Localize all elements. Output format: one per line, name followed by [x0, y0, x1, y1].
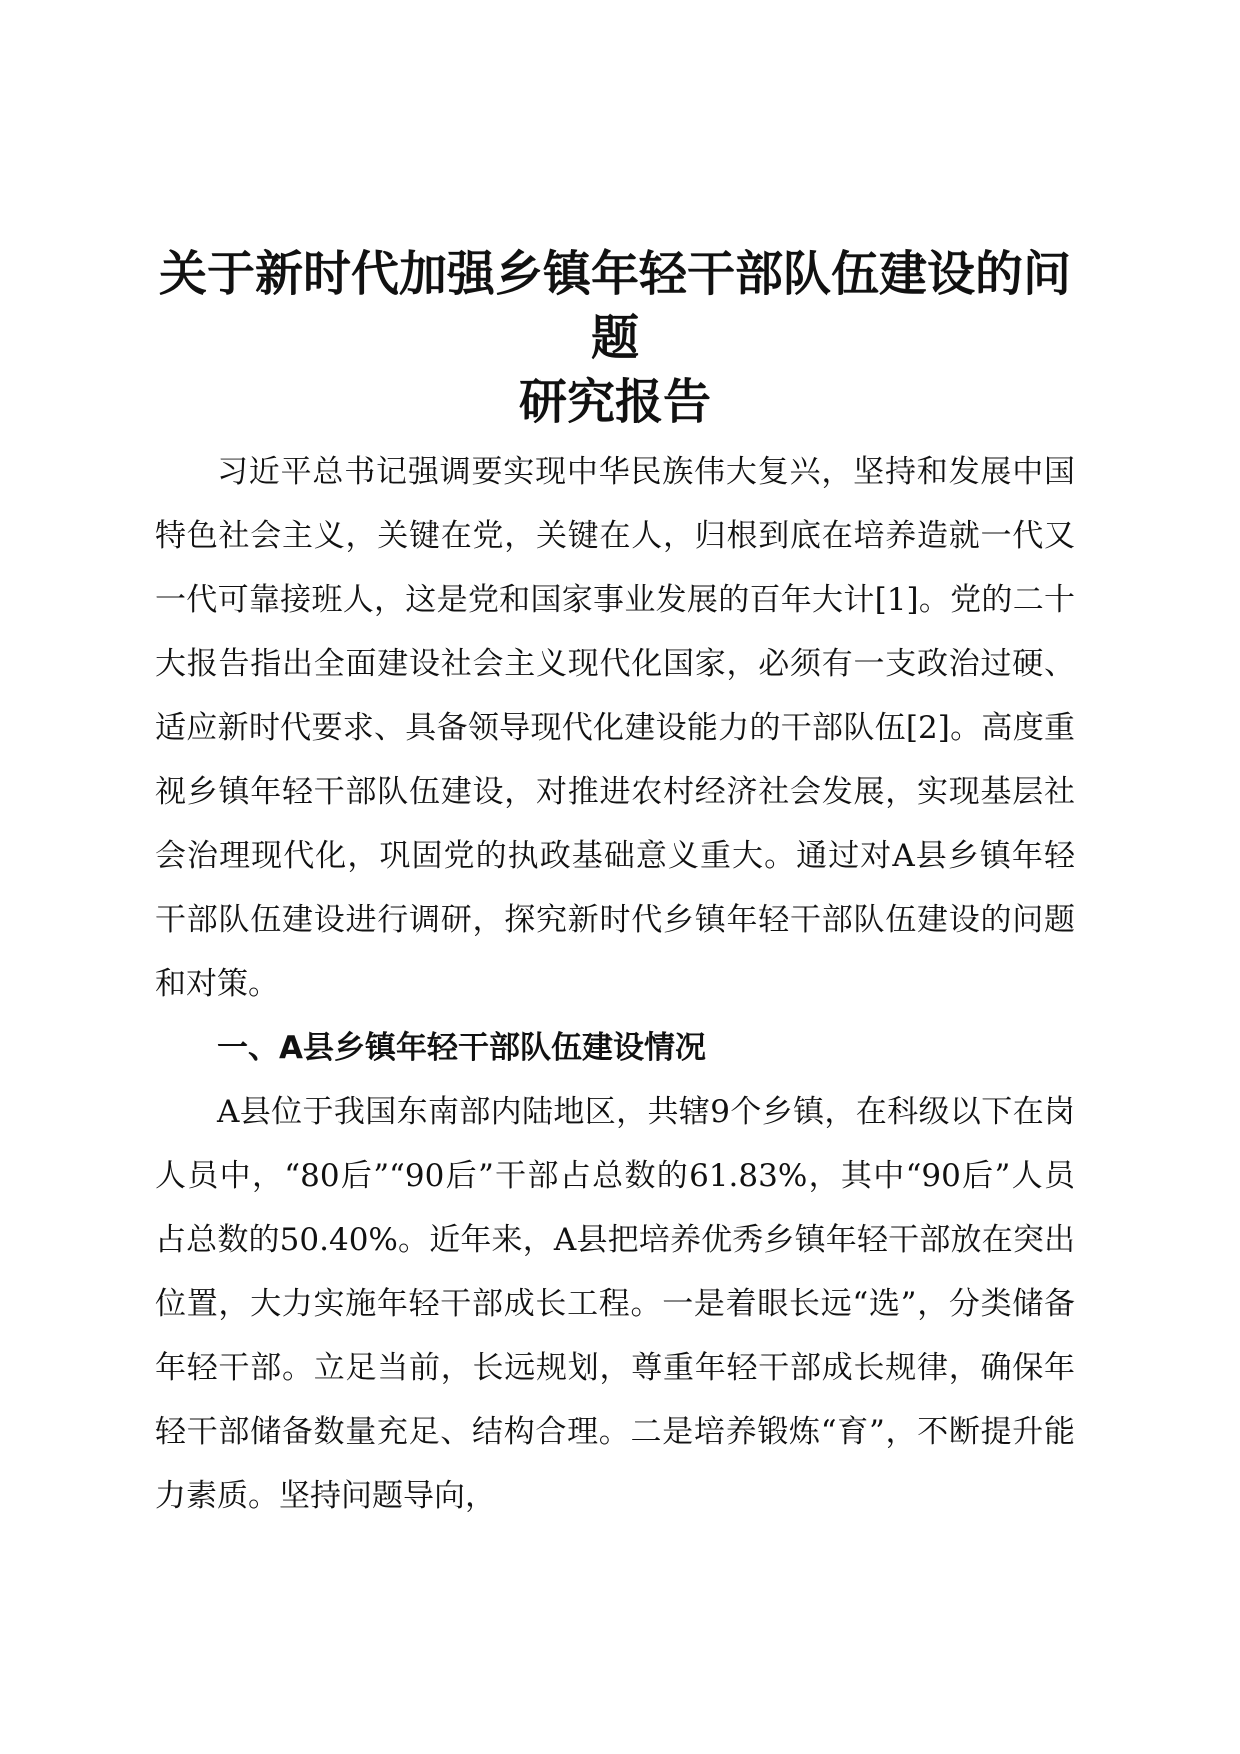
title-line-2: 研究报告 [518, 374, 711, 430]
intro-paragraph: 习近平总书记强调要实现中华民族伟大复兴，坚持和发展中国特色社会主义，关键在党，关键在人，归根到底在培养造就一代又一代可靠接班人，这是党和国家事业发展的百年大计[1]。党的二十大报告指出全面建设社会主义现代化国家，必须有一支政治过硬、适应新时代要求、具备领导现代化建设能力的干部队伍[2]。高度重视乡镇年轻干部队伍建设，对推进农村经济社会发展，实现基层社会治理现代化，巩固党的执政基础意义重大。通过对A县乡镇年轻干部队伍建设进行调研，探究新时代乡镇年轻干部队伍建设的问题和对策。 [155, 454, 1075, 1002]
section-heading: 一、A县乡镇年轻干部队伍建设情况 [217, 1030, 706, 1066]
document-title [155, 242, 1075, 434]
title-line-1: 关于新时代加强乡镇年轻干部队伍建设的问题 [158, 246, 1071, 366]
section-paragraph: A县位于我国东南部内陆地区，共辖9个乡镇，在科级以下在岗人员中，“80后”“90后”干部占总数的61.83%，其中“90后”人员占总数的50.40%。近年来，A县把培养优秀乡镇年轻干部放在突出位置，大力实施年轻干部成长工程。一是着眼长远“选”，分类储备年轻干部。立足当前，长远规划，尊重年轻干部成长规律，确保年轻干部储备数量充足、结构合理。二是培养锻炼“育”，不断提升能力素质。坚持问题导向， [155, 1094, 1075, 1514]
document-body [155, 440, 1075, 1528]
